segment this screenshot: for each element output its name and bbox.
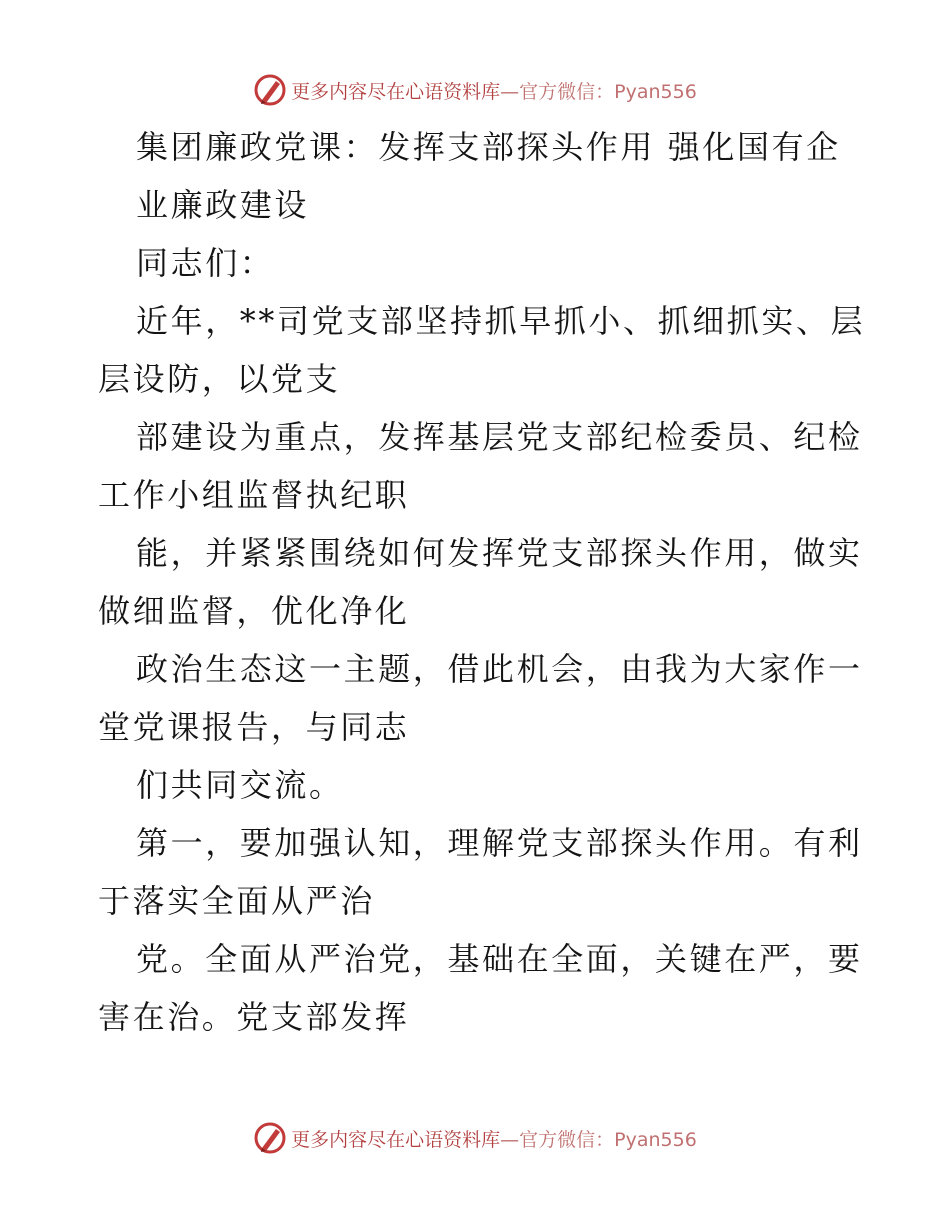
text-line: 做细监督，优化净化	[98, 592, 410, 630]
text-line: 堂党课报告，与同志	[98, 708, 410, 746]
text-line: 们共同交流。	[136, 766, 344, 804]
header-watermark	[0, 70, 950, 110]
text-line: 业廉政建设	[136, 186, 310, 224]
watermark-wechat: —官方微信：Pyan556	[500, 80, 697, 103]
text-line: 部建设为重点，发挥基层党支部纪检委员、纪检	[136, 418, 863, 456]
watermark-wechat: —官方微信：Pyan556	[500, 1128, 697, 1151]
text-line: 层设防，以党支	[98, 360, 341, 398]
text-line: 集团廉政党课：发挥支部探头作用 强化国有企	[136, 128, 841, 166]
text-line: 同志们：	[136, 244, 275, 282]
footer-watermark	[0, 1118, 950, 1158]
text-line: 政治生态这一主题，借此机会，由我为大家作一	[136, 650, 863, 688]
text-line: 第一，要加强认知，理解党支部探头作用。有利	[136, 824, 863, 862]
pen-logo-icon	[253, 1121, 287, 1155]
text-line: 于落实全面从严治	[98, 882, 375, 920]
pen-logo-icon	[253, 73, 287, 107]
text-line: 工作小组监督执纪职	[98, 476, 410, 514]
text-line: 害在治。党支部发挥	[98, 998, 410, 1036]
watermark-brand: 更多内容尽在心语资料库	[291, 80, 501, 103]
text-line: 能，并紧紧围绕如何发挥党支部探头作用，做实	[136, 534, 863, 572]
text-line: 党。全面从严治党，基础在全面，关键在严，要	[136, 940, 863, 978]
document-body	[98, 118, 866, 1046]
text-line: 近年，**司党支部坚持抓早抓小、抓细抓实、层	[136, 302, 866, 340]
watermark-brand: 更多内容尽在心语资料库	[291, 1128, 501, 1151]
